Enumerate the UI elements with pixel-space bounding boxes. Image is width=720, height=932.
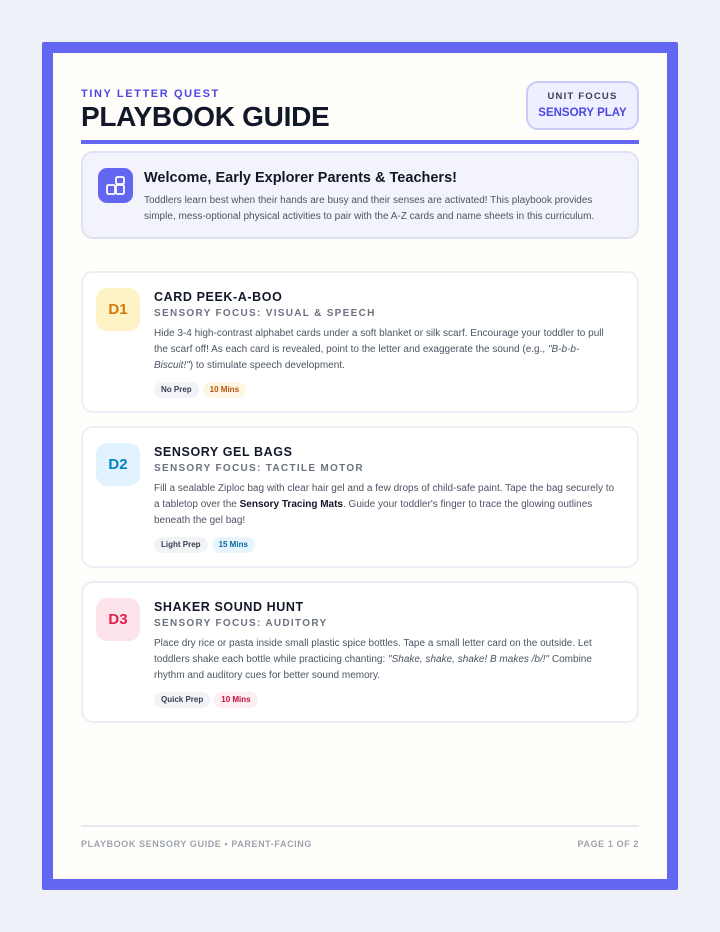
activity-focus: SENSORY FOCUS: VISUAL & SPEECH bbox=[154, 308, 376, 319]
welcome-title: Welcome, Early Explorer Parents & Teachers! bbox=[144, 170, 457, 186]
prep-tag: Light Prep bbox=[154, 537, 208, 553]
prep-tag: Quick Prep bbox=[154, 692, 210, 708]
activity-card-d3 bbox=[81, 581, 639, 723]
activity-focus: SENSORY FOCUS: TACTILE MOTOR bbox=[154, 463, 364, 474]
activity-tags bbox=[154, 379, 250, 398]
activity-tags bbox=[154, 534, 259, 553]
time-tag: 10 Mins bbox=[203, 382, 246, 398]
activity-tags bbox=[154, 689, 262, 708]
unit-focus-value: SENSORY PLAY bbox=[538, 107, 627, 119]
page-number: PAGE 1 OF 2 bbox=[577, 839, 639, 849]
unit-focus-box bbox=[526, 81, 639, 130]
activity-badge: D2 bbox=[96, 443, 140, 486]
page-kicker: TINY LETTER QUEST bbox=[81, 88, 220, 100]
welcome-panel bbox=[81, 151, 639, 239]
activity-badge: D3 bbox=[96, 598, 140, 641]
activity-description: Hide 3-4 high-contrast alphabet cards under a soft blanket or silk scarf. Encourage your toddler to pull the scarf off! As each card is revealed, point to the letter and exaggerate the sound (e.g., "B-b-b-Biscuit!") to stimulate speech development. bbox=[154, 328, 604, 371]
activity-card-d1 bbox=[81, 271, 639, 413]
unit-focus-label: UNIT FOCUS bbox=[547, 91, 618, 102]
activity-badge: D1 bbox=[96, 288, 140, 331]
activity-title: SHAKER SOUND HUNT bbox=[154, 600, 304, 614]
activity-title: SENSORY GEL BAGS bbox=[154, 445, 293, 459]
footer-label: PLAYBOOK SENSORY GUIDE • PARENT-FACING bbox=[81, 839, 312, 849]
grid-blocks-icon bbox=[98, 168, 133, 203]
footer-divider bbox=[81, 825, 639, 827]
page bbox=[53, 53, 667, 879]
activity-title: CARD PEEK-A-BOO bbox=[154, 290, 283, 304]
time-tag: 15 Mins bbox=[212, 537, 255, 553]
page-title: PLAYBOOK GUIDE bbox=[81, 101, 330, 132]
prep-tag: No Prep bbox=[154, 382, 199, 398]
time-tag: 10 Mins bbox=[214, 692, 257, 708]
welcome-text: Toddlers learn best when their hands are busy and their senses are activated! This playbook provides simple, mess-optional physical activities to pair with the A-Z cards and name sheets in this curriculum. bbox=[144, 195, 595, 222]
header-divider bbox=[81, 140, 639, 144]
activity-focus: SENSORY FOCUS: AUDITORY bbox=[154, 618, 328, 629]
activity-card-d2 bbox=[81, 426, 639, 568]
activity-description: Fill a sealable Ziploc bag with clear hair gel and a few drops of child-safe paint. Tape the bag securely to a tabletop over the Sensory Tracing Mats. Guide your toddler's finger to trace the glowing outlines beneath the gel bag! bbox=[154, 483, 615, 526]
activity-description: Place dry rice or pasta inside small plastic spice bottles. Tape a small letter card on the outside. Let toddlers shake each bottle while practicing chanting: "Shake, shake, shake! B makes /b/!" Combine rhythm and auditory cues for better sound memory. bbox=[154, 638, 592, 681]
